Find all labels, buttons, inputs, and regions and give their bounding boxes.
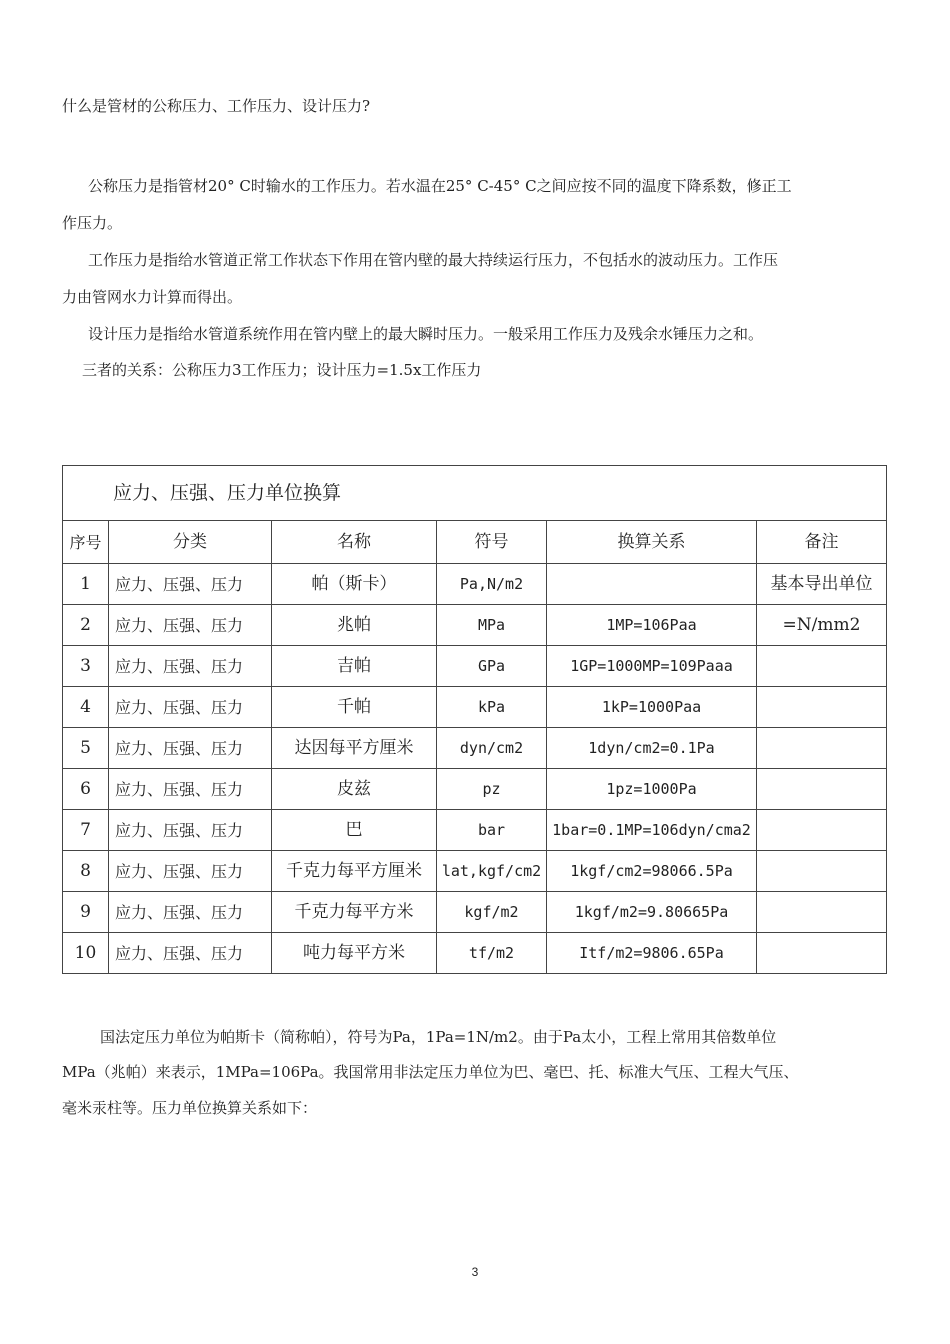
row-note [757,687,887,728]
table-title: 应力、压强、压力单位换算 [63,466,887,521]
row-number: 3 [63,646,109,687]
row-conversion: 1kP=1000Paa [547,687,757,728]
row-conversion [547,564,757,605]
row-symbol: Pa,N/m2 [437,564,547,605]
row-note [757,728,887,769]
row-symbol: pz [437,769,547,810]
row-category: 应力、压强、压力 [109,810,272,851]
table-row [63,605,887,646]
row-conversion: Itf/m2=9806.65Pa [547,933,757,974]
row-number: 10 [63,933,109,974]
row-symbol: MPa [437,605,547,646]
row-category: 应力、压强、压力 [109,564,272,605]
row-symbol: tf/m2 [437,933,547,974]
working-pressure-line-2: 力由管网水力计算而得出。 [62,288,243,306]
row-name: 千克力每平方厘米 [272,851,437,892]
header-category: 分类 [109,521,272,564]
row-name: 吉帕 [272,646,437,687]
legal-unit-line-1: 国法定压力单位为帕斯卡（简称帕），符号为Pa，1Pa=1N/m2。由于Pa太小，工程上常用其倍数单位 [100,1028,777,1046]
row-name: 巴 [272,810,437,851]
row-conversion: 1pz=1000Pa [547,769,757,810]
table-header-row [63,521,887,564]
legal-unit-line-3: 毫米汞柱等。压力单位换算关系如下： [62,1099,318,1117]
working-pressure-line-1: 工作压力是指给水管道正常工作状态下作用在管内壁的最大持续运行压力，不包括水的波动压力。工作压 [88,251,779,269]
table-row [63,728,887,769]
row-category: 应力、压强、压力 [109,605,272,646]
row-category: 应力、压强、压力 [109,933,272,974]
nominal-pressure-line-2: 作压力。 [62,214,123,232]
nominal-pressure-line-1: 公称压力是指管材20° C时输水的工作压力。若水温在25° C-45° C之间应按不同的温度下降系数，修正工 [88,177,792,195]
header-conversion: 换算关系 [547,521,757,564]
row-category: 应力、压强、压力 [109,646,272,687]
row-conversion: 1kgf/cm2=98066.5Pa [547,851,757,892]
row-number: 2 [63,605,109,646]
row-note [757,933,887,974]
row-name: 千帕 [272,687,437,728]
table-caption-row [63,466,887,521]
row-name: 达因每平方厘米 [272,728,437,769]
table-row [63,892,887,933]
row-symbol: lat,kgf/cm2 [437,851,547,892]
question-heading: 什么是管材的公称压力、工作压力、设计压力? [62,97,371,115]
row-note: 基本导出单位 [757,564,887,605]
row-name: 兆帕 [272,605,437,646]
row-note [757,810,887,851]
row-name: 千克力每平方米 [272,892,437,933]
table-row [63,769,887,810]
row-category: 应力、压强、压力 [109,769,272,810]
unit-conversion-table [62,465,887,974]
row-category: 应力、压强、压力 [109,728,272,769]
row-symbol: dyn/cm2 [437,728,547,769]
table-row [63,687,887,728]
header-name: 名称 [272,521,437,564]
row-note [757,646,887,687]
design-pressure-paragraph: 设计压力是指给水管道系统作用在管内壁上的最大瞬时压力。一般采用工作压力及残余水锤压力之和。 [88,325,764,343]
row-conversion: 1GP=1000MP=109Paaa [547,646,757,687]
header-note: 备注 [757,521,887,564]
row-note [757,892,887,933]
table-row [63,933,887,974]
header-symbol: 符号 [437,521,547,564]
row-number: 9 [63,892,109,933]
row-symbol: kPa [437,687,547,728]
row-conversion: 1MP=106Paa [547,605,757,646]
row-symbol: GPa [437,646,547,687]
legal-unit-line-2: MPa（兆帕）来表示，1MPa=106Pa。我国常用非法定压力单位为巴、毫巴、托、标准大气压、工程大气压、 [62,1063,799,1081]
table-row [63,564,887,605]
relationship-paragraph: 三者的关系：公称压力3工作压力；设计压力=1.5x工作压力 [82,361,482,379]
header-seq: 序号 [63,521,109,564]
row-note: =N/mm2 [757,605,887,646]
row-conversion: 1bar=0.1MP=106dyn/cma2 [547,810,757,851]
table-row [63,851,887,892]
row-name: 皮兹 [272,769,437,810]
row-conversion: 1kgf/m2=9.80665Pa [547,892,757,933]
row-name: 吨力每平方米 [272,933,437,974]
row-number: 6 [63,769,109,810]
row-number: 4 [63,687,109,728]
row-number: 7 [63,810,109,851]
page-number: 3 [471,1265,479,1279]
row-note [757,851,887,892]
row-name: 帕（斯卡） [272,564,437,605]
row-category: 应力、压强、压力 [109,892,272,933]
row-category: 应力、压强、压力 [109,851,272,892]
row-number: 8 [63,851,109,892]
table-row [63,810,887,851]
row-conversion: 1dyn/cm2=0.1Pa [547,728,757,769]
row-number: 5 [63,728,109,769]
row-note [757,769,887,810]
row-number: 1 [63,564,109,605]
table-row [63,646,887,687]
row-category: 应力、压强、压力 [109,687,272,728]
row-symbol: bar [437,810,547,851]
row-symbol: kgf/m2 [437,892,547,933]
